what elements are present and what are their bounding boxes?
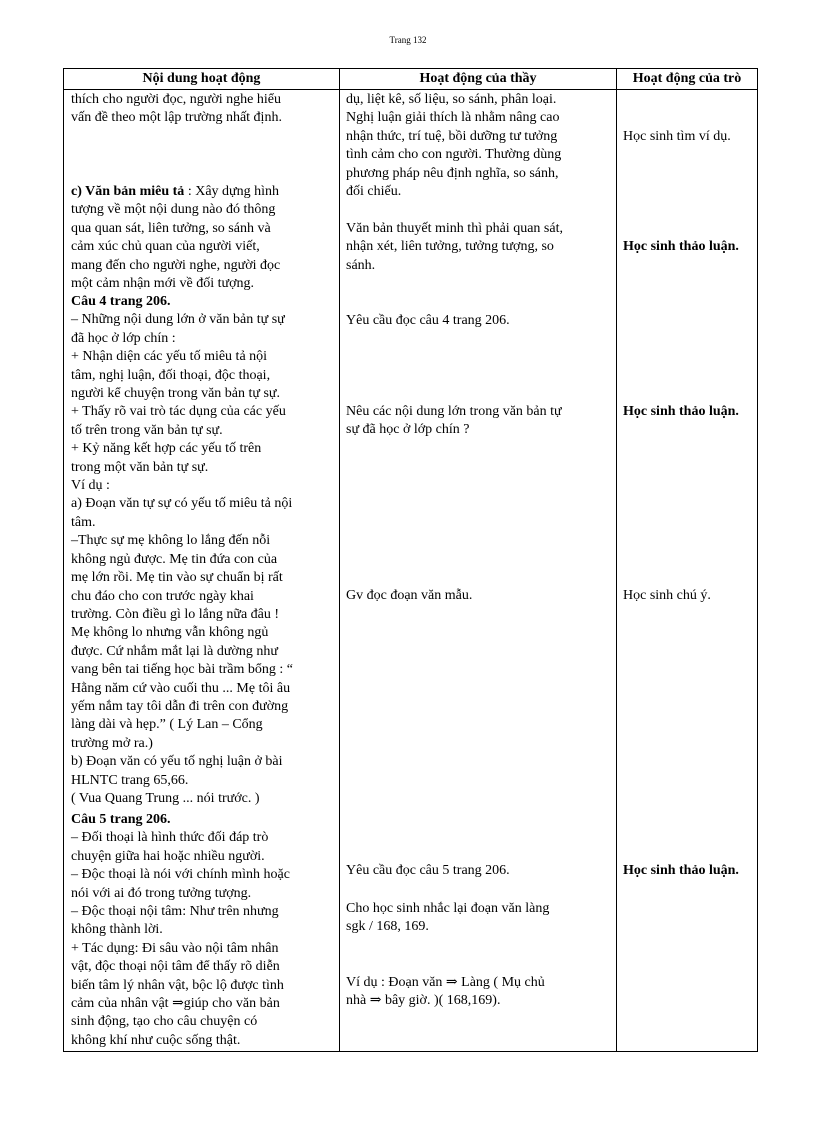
text-line: không khí như cuộc sống thật. bbox=[71, 1032, 241, 1048]
header-content: Nội dung hoạt động bbox=[64, 69, 340, 90]
text-line: Nghị luận giải thích là nhằm nâng cao bbox=[346, 110, 560, 126]
text-line: sánh. bbox=[346, 257, 376, 273]
text-line: + Nhận diện các yếu tố miêu tả nội bbox=[71, 349, 268, 365]
text-line: cảm của nhân vật ⇒giúp cho văn bản bbox=[71, 996, 280, 1012]
text-line: vấn đề theo một lập trường nhất định. bbox=[71, 110, 282, 126]
text-line: tượng về một nội dung nào đó thông bbox=[71, 202, 276, 218]
student-note-4: Học sinh chú ý. bbox=[623, 588, 711, 603]
teacher-note-8 bbox=[346, 974, 545, 1011]
text-line: vật, độc thoại nội tâm để thấy rõ diễn bbox=[71, 959, 280, 975]
text-line: yếm nắm tay tôi dẫn đi trên con đường bbox=[71, 698, 289, 714]
text-line: đã học ở lớp chín : bbox=[71, 330, 176, 346]
text-line: + Kỷ năng kết hợp các yếu tố trên bbox=[71, 441, 262, 457]
text-line: nhận thức, trí tuệ, bồi dưỡng tư tưởng bbox=[346, 128, 558, 144]
header-teacher: Hoạt động của thầy bbox=[340, 69, 617, 90]
teacher-note-4 bbox=[346, 403, 562, 440]
content-column bbox=[64, 90, 340, 1052]
student-note-1: Học sinh tìm ví dụ. bbox=[623, 129, 731, 144]
text-line: nhận xét, liên tưởng, tưởng tượng, so bbox=[346, 239, 554, 255]
student-note-3: Học sinh thảo luận. bbox=[623, 404, 739, 419]
text-line: làng dài và hẹp.” ( Lý Lan – Cổng bbox=[71, 717, 263, 733]
header-row bbox=[64, 69, 758, 90]
text-line: được. Cứ nhắm mắt lại là dường như bbox=[71, 643, 278, 659]
text-line: – Độc thoại nội tâm: Như trên nhưng bbox=[71, 904, 279, 920]
text-line: – Những nội dung lớn ở văn bản tự sự bbox=[71, 312, 285, 328]
teacher-note-1 bbox=[346, 91, 561, 201]
question-5-section bbox=[71, 811, 290, 1050]
text-line: sự đã học ở lớp chín ? bbox=[346, 422, 470, 438]
text-line: trong một văn bản tự sự. bbox=[71, 459, 209, 475]
question-heading: Câu 4 trang 206. bbox=[71, 294, 171, 309]
text-line: một cảm nhận mới về đối tượng. bbox=[71, 276, 254, 292]
teacher-note-2 bbox=[346, 220, 563, 275]
text-line: mẹ lớn rồi. Mẹ tin vào sự chuẩn bị rất bbox=[71, 570, 283, 586]
teacher-note-6: Yêu cầu đọc câu 5 trang 206. bbox=[346, 863, 510, 878]
text-line: tâm. bbox=[71, 514, 96, 530]
text-line: qua quan sát, liên tưởng, so sánh và bbox=[71, 220, 271, 236]
text-line: Văn bản thuyết minh thì phải quan sát, bbox=[346, 221, 563, 236]
content-intro bbox=[71, 91, 282, 128]
text-line: tố trên trong văn bản tự sự. bbox=[71, 422, 223, 438]
header-student: Hoạt động của trò bbox=[617, 69, 758, 90]
text-line: Ví dụ : Đoạn văn ⇒ Làng ( Mụ chủ bbox=[346, 975, 545, 990]
page-number: Trang 132 bbox=[389, 35, 427, 45]
text-line: – Độc thoại là nói với chính mình hoặc bbox=[71, 867, 290, 883]
text-line: + Tác dụng: Đi sâu vào nội tâm nhân bbox=[71, 940, 279, 956]
text-line: Nêu các nội dung lớn trong văn bản tự bbox=[346, 404, 562, 419]
text-line: không ngủ được. Mẹ tin đứa con của bbox=[71, 551, 278, 567]
student-column bbox=[617, 90, 758, 1052]
text-line: người kể chuyện trong văn bản tự sự. bbox=[71, 386, 281, 402]
text-line: trường. Còn điều gì lo lắng nữa đâu ! bbox=[71, 606, 280, 622]
text-line: –Thực sự mẹ không lo lắng đến nỗi bbox=[71, 533, 271, 549]
text-line bbox=[71, 183, 280, 201]
text-line: thích cho người đọc, người nghe hiểu bbox=[71, 92, 281, 107]
text-line: dụ, liệt kê, số liệu, so sánh, phân loại. bbox=[346, 92, 557, 107]
question-heading: Câu 5 trang 206. bbox=[71, 812, 171, 827]
text-line: Hằng năm cứ vào cuối thu ... Mẹ tôi âu bbox=[71, 680, 291, 696]
text-line: chu đáo cho con trước ngày khai bbox=[71, 588, 254, 604]
text-line: nhà ⇒ bây giờ. )( 168,169). bbox=[346, 993, 501, 1009]
lesson-table bbox=[63, 68, 758, 1052]
text-line: nói với ai đó trong tưởng tượng. bbox=[71, 885, 252, 901]
text-line: tâm, nghị luận, đối thoại, độc thoại, bbox=[71, 367, 271, 383]
teacher-column bbox=[340, 90, 617, 1052]
body-row bbox=[64, 90, 758, 1052]
text-line: vang bên tai tiếng học bài trầm bổng : “ bbox=[71, 662, 293, 678]
text-line: Ví dụ : bbox=[71, 478, 110, 494]
text-line: + Thấy rõ vai trò tác dụng của các yếu bbox=[71, 404, 286, 420]
teacher-note-3: Yêu cầu đọc câu 4 trang 206. bbox=[346, 313, 510, 328]
text-line: chuyện giữa hai hoặc nhiều người. bbox=[71, 848, 265, 864]
text-line: biến tâm lý nhân vật, bộc lộ được tình bbox=[71, 977, 284, 993]
text-line: trường mở ra.) bbox=[71, 735, 153, 751]
text-line: Mẹ không lo nhưng vẫn không ngủ bbox=[71, 625, 269, 641]
text-line: HLNTC trang 65,66. bbox=[71, 772, 189, 788]
text-line: sgk / 168, 169. bbox=[346, 919, 429, 935]
text-line: mang đến cho người nghe, người đọc bbox=[71, 257, 281, 273]
text-line: đối chiếu. bbox=[346, 184, 402, 200]
text-line: cảm xúc chủ quan của người viết, bbox=[71, 239, 260, 255]
text-line: b) Đoạn văn có yếu tố nghị luận ở bài bbox=[71, 754, 283, 770]
student-note-2: Học sinh thảo luận. bbox=[623, 239, 739, 254]
teacher-note-7 bbox=[346, 900, 549, 937]
student-note-5: Học sinh thảo luận. bbox=[623, 863, 739, 878]
question-4-section bbox=[71, 293, 293, 808]
teacher-note-5: Gv đọc đoạn văn mẫu. bbox=[346, 588, 473, 603]
text-line: – Đối thoại là hình thức đối đáp trò bbox=[71, 830, 269, 846]
text-line: ( Vua Quang Trung ... nói trước. ) bbox=[71, 790, 260, 806]
text-fragment: : Xây dựng hình bbox=[184, 184, 280, 199]
descriptive-text-section bbox=[71, 183, 280, 293]
text-line: tình cảm cho con người. Thường dùng bbox=[346, 147, 562, 163]
text-line: phương pháp nêu định nghĩa, so sánh, bbox=[346, 165, 559, 181]
text-line: a) Đoạn văn tự sự có yếu tố miêu tả nội bbox=[71, 496, 293, 512]
text-line: không thành lời. bbox=[71, 922, 163, 938]
section-heading: c) Văn bản miêu tả bbox=[71, 184, 185, 199]
text-line: Cho học sinh nhắc lại đoạn văn làng bbox=[346, 901, 550, 916]
text-line: sinh động, tạo cho câu chuyện có bbox=[71, 1014, 258, 1030]
